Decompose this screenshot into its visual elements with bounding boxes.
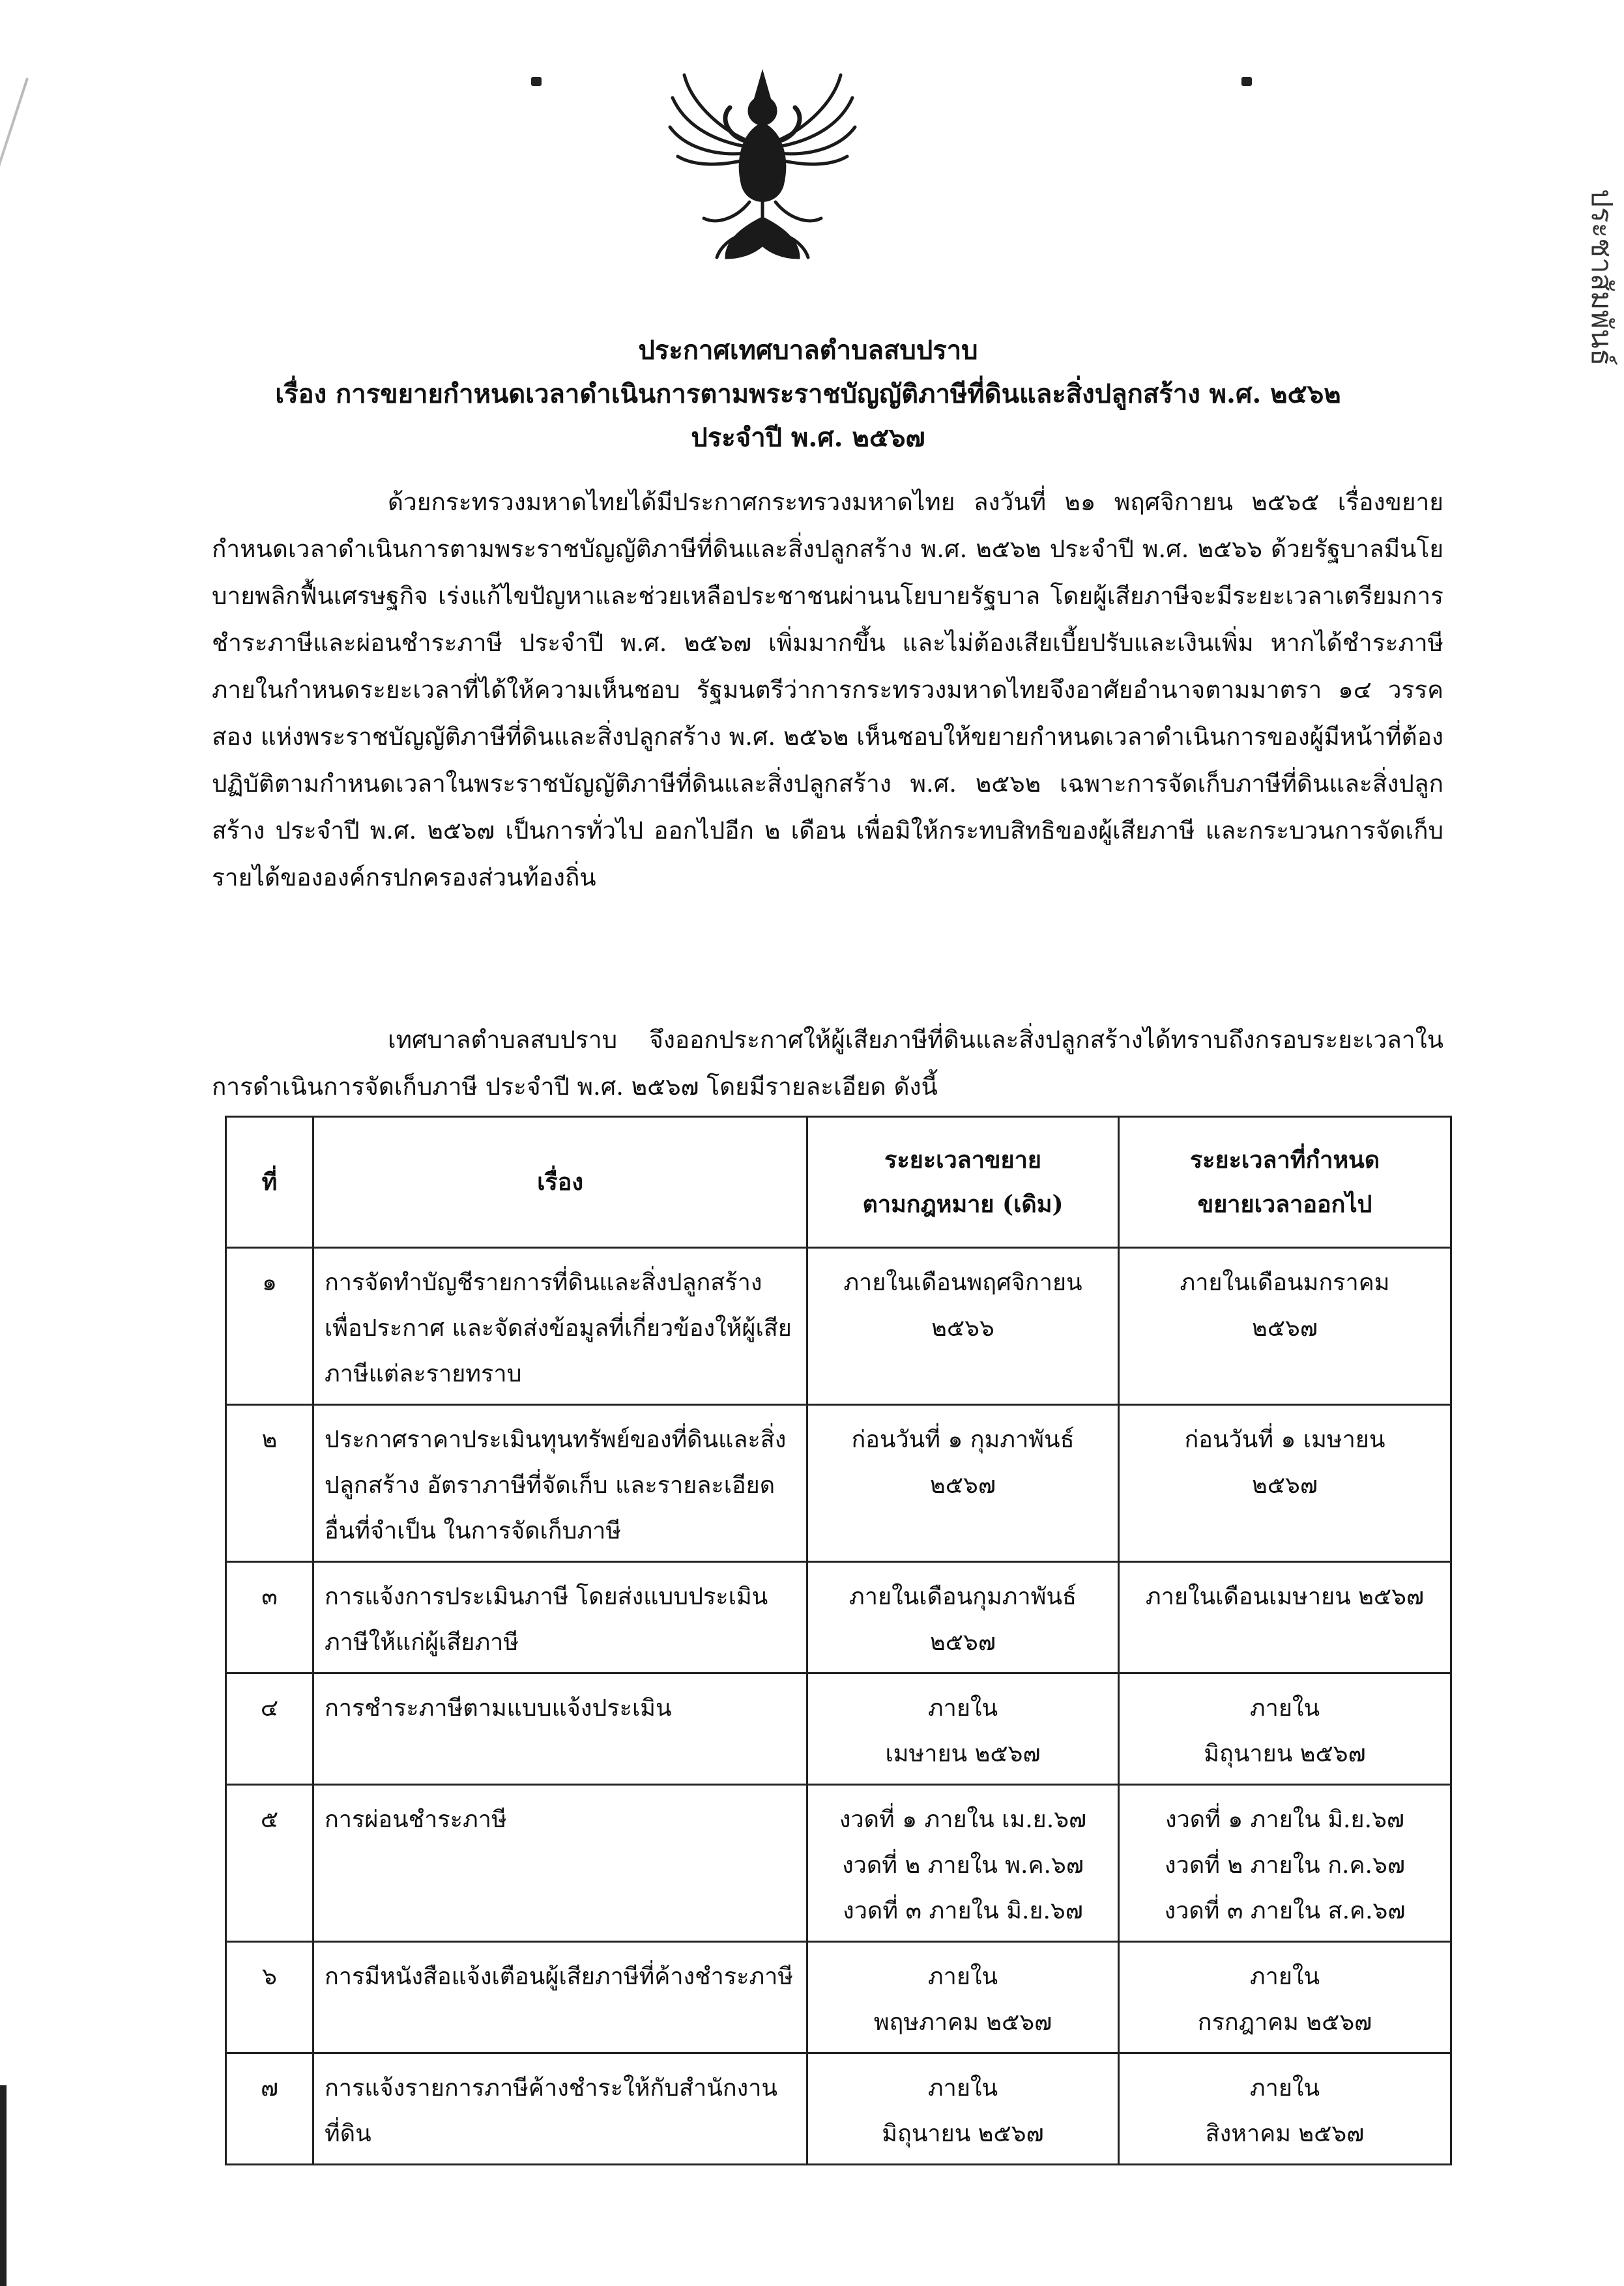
row-extended-period: ก่อนวันที่ ๑ เมษายน ๒๕๖๗: [1119, 1405, 1451, 1562]
announcement-subject: เรื่อง การขยายกำหนดเวลาดำเนินการตามพระราชบัญญัติภาษีที่ดินและสิ่งปลูกสร้าง พ.ศ. ๒๕๖๒: [275, 379, 1341, 409]
row-legal-period: ก่อนวันที่ ๑ กุมภาพันธ์ ๒๕๖๗: [807, 1405, 1119, 1562]
table-row: [226, 1248, 1451, 1405]
scan-edge-shadow: [0, 2085, 7, 2286]
header-legal-period: ระยะเวลาขยาย ตามกฎหมาย (เดิม): [807, 1117, 1119, 1248]
side-strip-text: ประชาสัมพันธ์: [1585, 189, 1618, 366]
table-row: [226, 1942, 1451, 2053]
row-subject: การแจ้งรายการภาษีค้างชำระให้กับสำนักงานที่ดิน: [313, 2053, 807, 2165]
row-number: ๔: [226, 1673, 313, 1785]
header-extended-period: ระยะเวลาที่กำหนด ขยายเวลาออกไป: [1119, 1117, 1451, 1248]
header-no: ที่: [226, 1117, 313, 1248]
announcement-title: ประกาศเทศบาลตำบลสบปราบ: [638, 335, 978, 366]
staple-mark-left: [531, 77, 542, 86]
row-subject: การแจ้งการประเมินภาษี โดยส่งแบบประเมินภาษีให้แก่ผู้เสียภาษี: [313, 1562, 807, 1673]
row-number: ๖: [226, 1942, 313, 2053]
table-row: [226, 2053, 1451, 2165]
row-subject: การผ่อนชำระภาษี: [313, 1785, 807, 1942]
schedule-table: [225, 1116, 1452, 2165]
row-number: ๓: [226, 1562, 313, 1673]
row-extended-period: ภายใน กรกฎาคม ๒๕๖๗: [1119, 1942, 1451, 2053]
row-subject: การชำระภาษีตามแบบแจ้งประเมิน: [313, 1673, 807, 1785]
row-number: ๕: [226, 1785, 313, 1942]
table-row: [226, 1405, 1451, 1562]
table-row: [226, 1785, 1451, 1942]
row-subject: การมีหนังสือแจ้งเตือนผู้เสียภาษีที่ค้างชำระภาษี: [313, 1942, 807, 2053]
row-legal-period: ภายในเดือนพฤศจิกายน ๒๕๖๖: [807, 1248, 1119, 1405]
row-extended-period: ภายใน มิถุนายน ๒๕๖๗: [1119, 1673, 1451, 1785]
row-subject: ประกาศราคาประเมินทุนทรัพย์ของที่ดินและสิ่งปลูกสร้าง อัตราภาษีที่จัดเก็บ และรายละเอียดอื่นที่จำเป็น ในการจัดเก็บภาษี: [313, 1405, 807, 1562]
row-extended-period: ภายในเดือนมกราคม ๒๕๖๗: [1119, 1248, 1451, 1405]
row-legal-period: งวดที่ ๑ ภายใน เม.ย.๖๗ งวดที่ ๒ ภายใน พ.ค.๖๗ งวดที่ ๓ ภายใน มิ.ย.๖๗: [807, 1785, 1119, 1942]
row-legal-period: ภายใน เมษายน ๒๕๖๗: [807, 1673, 1119, 1785]
row-number: ๗: [226, 2053, 313, 2165]
body-paragraph-1: ด้วยกระทรวงมหาดไทยได้มีประกาศกระทรวงมหาดไทย ลงวันที่ ๒๑ พฤศจิกายน ๒๕๖๕ เรื่องขยายกำหนดเวลาดำเนินการตามพระราชบัญญัติภาษีที่ดินและสิ่งปลูกสร้าง พ.ศ. ๒๕๖๒ ประจำปี พ.ศ. ๒๕๖๖ ด้วยรัฐบาลมีนโยบายพลิกฟื้นเศรษฐกิจ เร่งแก้ไขปัญหาและช่วยเหลือประชาชนผ่านนโยบายรัฐบาล โดยผู้เสียภาษีจะมีระยะเวลาเตรียมการชำระภาษีและผ่อนชำระภาษี ประจำปี พ.ศ. ๒๕๖๗ เพิ่มมากขึ้น และไม่ต้องเสียเบี้ยปรับและเงินเพิ่ม หากได้ชำระภาษีภายในกำหนดระยะเวลาที่ได้ให้ความเห็นชอบ รัฐมนตรีว่าการกระทรวงมหาดไทยจึงอาศัยอำนาจตามมาตรา ๑๔ วรรคสอง แห่งพระราชบัญญัติภาษีที่ดินและสิ่งปลูกสร้าง พ.ศ. ๒๕๖๒ เห็นชอบให้ขยายกำหนดเวลาดำเนินการของผู้มีหน้าที่ต้องปฏิบัติตามกำหนดเวลาในพระราชบัญญัติภาษีที่ดินและสิ่งปลูกสร้าง พ.ศ. ๒๕๖๒ เฉพาะการจัดเก็บภาษีที่ดินและสิ่งปลูกสร้าง ประจำปี พ.ศ. ๒๕๖๗ เป็นการทั่วไป ออกไปอีก ๒ เดือน เพื่อมิให้กระทบสิทธิของผู้เสียภาษี และกระบวนการจัดเก็บรายได้ขององค์กรปกครองส่วนท้องถิ่น: [212, 488, 1443, 891]
staple-mark-right: [1241, 77, 1252, 86]
row-subject: การจัดทำบัญชีรายการที่ดินและสิ่งปลูกสร้างเพื่อประกาศ และจัดส่งข้อมูลที่เกี่ยวข้องให้ผู้เสียภาษีแต่ละรายทราบ: [313, 1248, 807, 1405]
row-number: ๑: [226, 1248, 313, 1405]
row-legal-period: ภายใน มิถุนายน ๒๕๖๗: [807, 2053, 1119, 2165]
body-paragraph-2: เทศบาลตำบลสบปราบ จึงออกประกาศให้ผู้เสียภาษีที่ดินและสิ่งปลูกสร้างได้ทราบถึงกรอบระยะเวลาในการดำเนินการจัดเก็บภาษี ประจำปี พ.ศ. ๒๕๖๗ โดยมีรายละเอียด ดังนี้: [212, 1026, 1443, 1101]
announcement-year: ประจำปี พ.ศ. ๒๕๖๗: [691, 422, 925, 453]
row-extended-period: งวดที่ ๑ ภายใน มิ.ย.๖๗ งวดที่ ๒ ภายใน ก.ค.๖๗ งวดที่ ๓ ภายใน ส.ค.๖๗: [1119, 1785, 1451, 1942]
row-number: ๒: [226, 1405, 313, 1562]
row-extended-period: ภายใน สิงหาคม ๒๕๖๗: [1119, 2053, 1451, 2165]
table-header-row: [226, 1117, 1451, 1248]
table-row: [226, 1562, 1451, 1673]
table-row: [226, 1673, 1451, 1785]
row-extended-period: ภายในเดือนเมษายน ๒๕๖๗: [1119, 1562, 1451, 1673]
garuda-emblem-icon: [665, 62, 860, 270]
row-legal-period: ภายในเดือนกุมภาพันธ์ ๒๕๖๗: [807, 1562, 1119, 1673]
row-legal-period: ภายใน พฤษภาคม ๒๕๖๗: [807, 1942, 1119, 2053]
header-subject: เรื่อง: [313, 1117, 807, 1248]
